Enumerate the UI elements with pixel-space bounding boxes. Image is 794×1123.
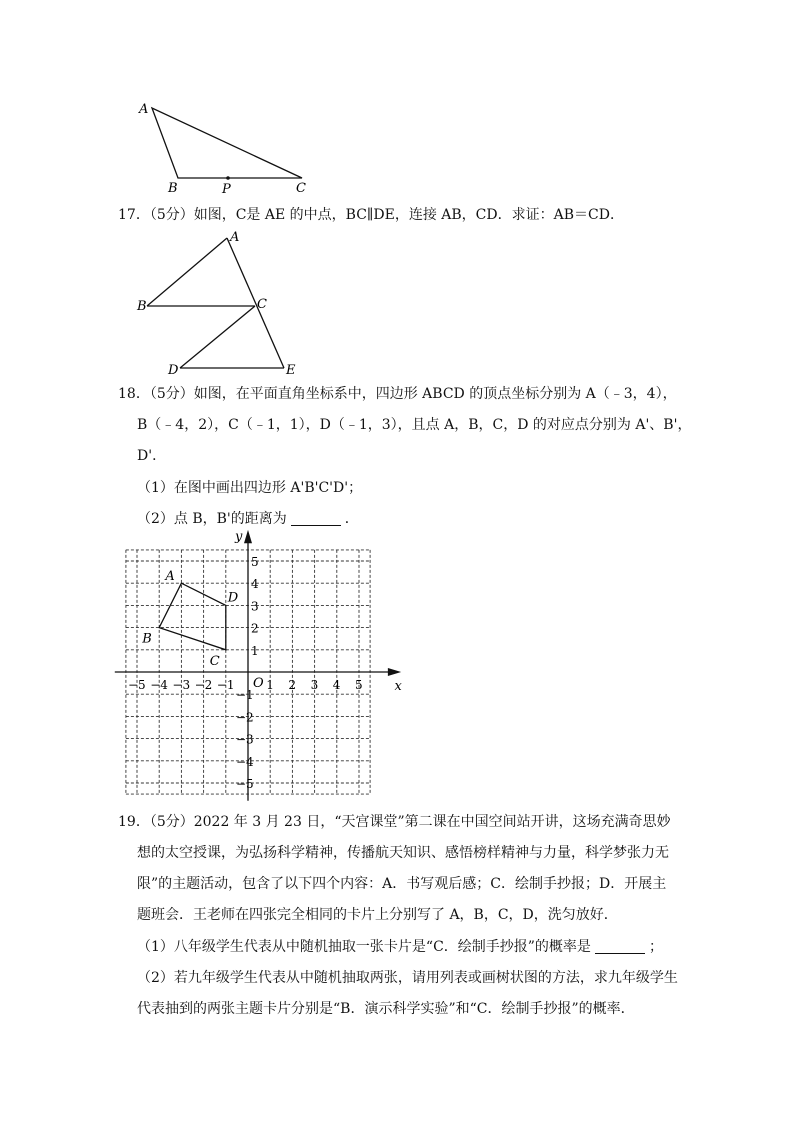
segment-ab bbox=[147, 238, 227, 306]
y-tick-label: −3 bbox=[236, 732, 254, 747]
q18-sub-2-prefix: （2）点 B，B'的距离为 bbox=[137, 511, 287, 527]
x-tick-label: 1 bbox=[266, 678, 274, 692]
q18-sub-2 bbox=[137, 509, 359, 529]
label-a: A bbox=[165, 569, 175, 585]
y-tick-label: −1 bbox=[236, 688, 254, 703]
q19-sub-2-line-1: （2）若九年级学生代表从中随机抽取两张，请用列表或画树状图的方法，求九年级学生 bbox=[137, 970, 678, 986]
y-tick-label: 4 bbox=[251, 577, 259, 592]
y-tick-label: 3 bbox=[251, 599, 259, 614]
q17-text: 17．（5分）如图，C是 AE 的中点，BC∥DE，连接 AB，CD．求证：AB＝CD． bbox=[118, 207, 624, 223]
label-a: A bbox=[230, 230, 240, 245]
q19-line-4: 题班会．王老师在四张完全相同的卡片上分别写了 A，B，C，D，洗匀放好． bbox=[137, 907, 618, 923]
q19-sub-1-suffix: ； bbox=[648, 939, 663, 955]
x-tick-label: −3 bbox=[172, 678, 191, 692]
label-c: C bbox=[209, 653, 220, 669]
q18-line-1: 18．（5分）如图，在平面直角坐标系中，四边形 ABCD 的顶点坐标分别为 A（﹣3，4）， bbox=[118, 386, 677, 402]
y-tick-label: −4 bbox=[236, 754, 254, 769]
y-tick-label: −2 bbox=[236, 710, 254, 725]
axis-y-label: y bbox=[235, 529, 243, 545]
label-b: B bbox=[168, 181, 178, 196]
label-e: E bbox=[286, 363, 296, 378]
coordinate-grid bbox=[128, 529, 410, 803]
x-tick-label: −5 bbox=[128, 678, 146, 692]
q19-sub-1 bbox=[137, 937, 663, 957]
x-tick-label: −4 bbox=[150, 678, 168, 692]
x-tick-label: 2 bbox=[288, 678, 297, 692]
answer-blank[interactable] bbox=[291, 511, 341, 526]
label-d: D bbox=[227, 590, 239, 606]
segment-ae bbox=[227, 238, 284, 368]
x-tick-label: −2 bbox=[194, 678, 213, 692]
x-tick-label: 3 bbox=[310, 678, 319, 692]
axis-x-label: x bbox=[394, 679, 402, 694]
y-axis-arrow bbox=[244, 530, 252, 543]
y-tick-label: −5 bbox=[236, 777, 254, 791]
y-tick-label: 2 bbox=[251, 621, 259, 636]
triangle-figure-abp bbox=[130, 95, 320, 195]
y-tick-label: 1 bbox=[251, 643, 259, 658]
x-axis-arrow bbox=[388, 668, 401, 676]
segment-cd bbox=[180, 306, 255, 368]
y-tick-label: 5 bbox=[251, 555, 259, 569]
answer-blank[interactable] bbox=[595, 939, 645, 954]
q19-line-3: 限”的主题活动，包含了以下四个内容：A．书写观后感；C．绘制手抄报；D．开展主 bbox=[137, 876, 667, 892]
label-p: P bbox=[222, 182, 231, 197]
label-d: D bbox=[168, 363, 179, 378]
q18-line-2: B（﹣4，2），C（﹣1，1），D（﹣1，3），且点 A，B，C，D 的对应点分别为 A'、B'， bbox=[137, 417, 692, 433]
figure-q17 bbox=[134, 228, 304, 378]
x-tick-label: −1 bbox=[216, 678, 235, 692]
label-c: C bbox=[257, 297, 267, 312]
q18-line-3: D'． bbox=[137, 448, 167, 464]
label-b: B bbox=[142, 631, 152, 647]
q18-sub-2-suffix: ． bbox=[344, 511, 359, 527]
x-tick-label: 4 bbox=[332, 678, 341, 692]
x-tick-label: 5 bbox=[355, 678, 363, 692]
q19-sub-1-prefix: （1）八年级学生代表从中随机抽取一张卡片是“C．绘制手抄报”的概率是 bbox=[137, 939, 591, 955]
label-c: C bbox=[296, 181, 306, 196]
q19-sub-2-line-2: 代表抽到的两张主题卡片分别是“B．演示科学实验”和“C．绘制手抄报”的概率． bbox=[137, 1001, 635, 1017]
q19-line-2: 想的太空授课，为弘扬科学精神，传播航天知识、感悟榜样精神与力量，科学梦张力无 bbox=[137, 845, 669, 861]
label-b: B bbox=[137, 299, 147, 314]
q18-sub-1: （1）在图中画出四边形 A'B'C'D'； bbox=[137, 480, 363, 496]
axes bbox=[115, 530, 401, 801]
q19-line-1: 19．（5分）2022 年 3 月 23 日，“天宫课堂”第二课在中国空间站开讲，这场充满奇思妙 bbox=[118, 814, 671, 830]
quadrilateral-abcd bbox=[159, 583, 226, 650]
triangle-abc bbox=[152, 108, 302, 178]
tick-labels bbox=[128, 555, 363, 791]
label-a: A bbox=[139, 102, 149, 117]
origin-label: O bbox=[253, 676, 264, 691]
point-p bbox=[226, 176, 230, 180]
